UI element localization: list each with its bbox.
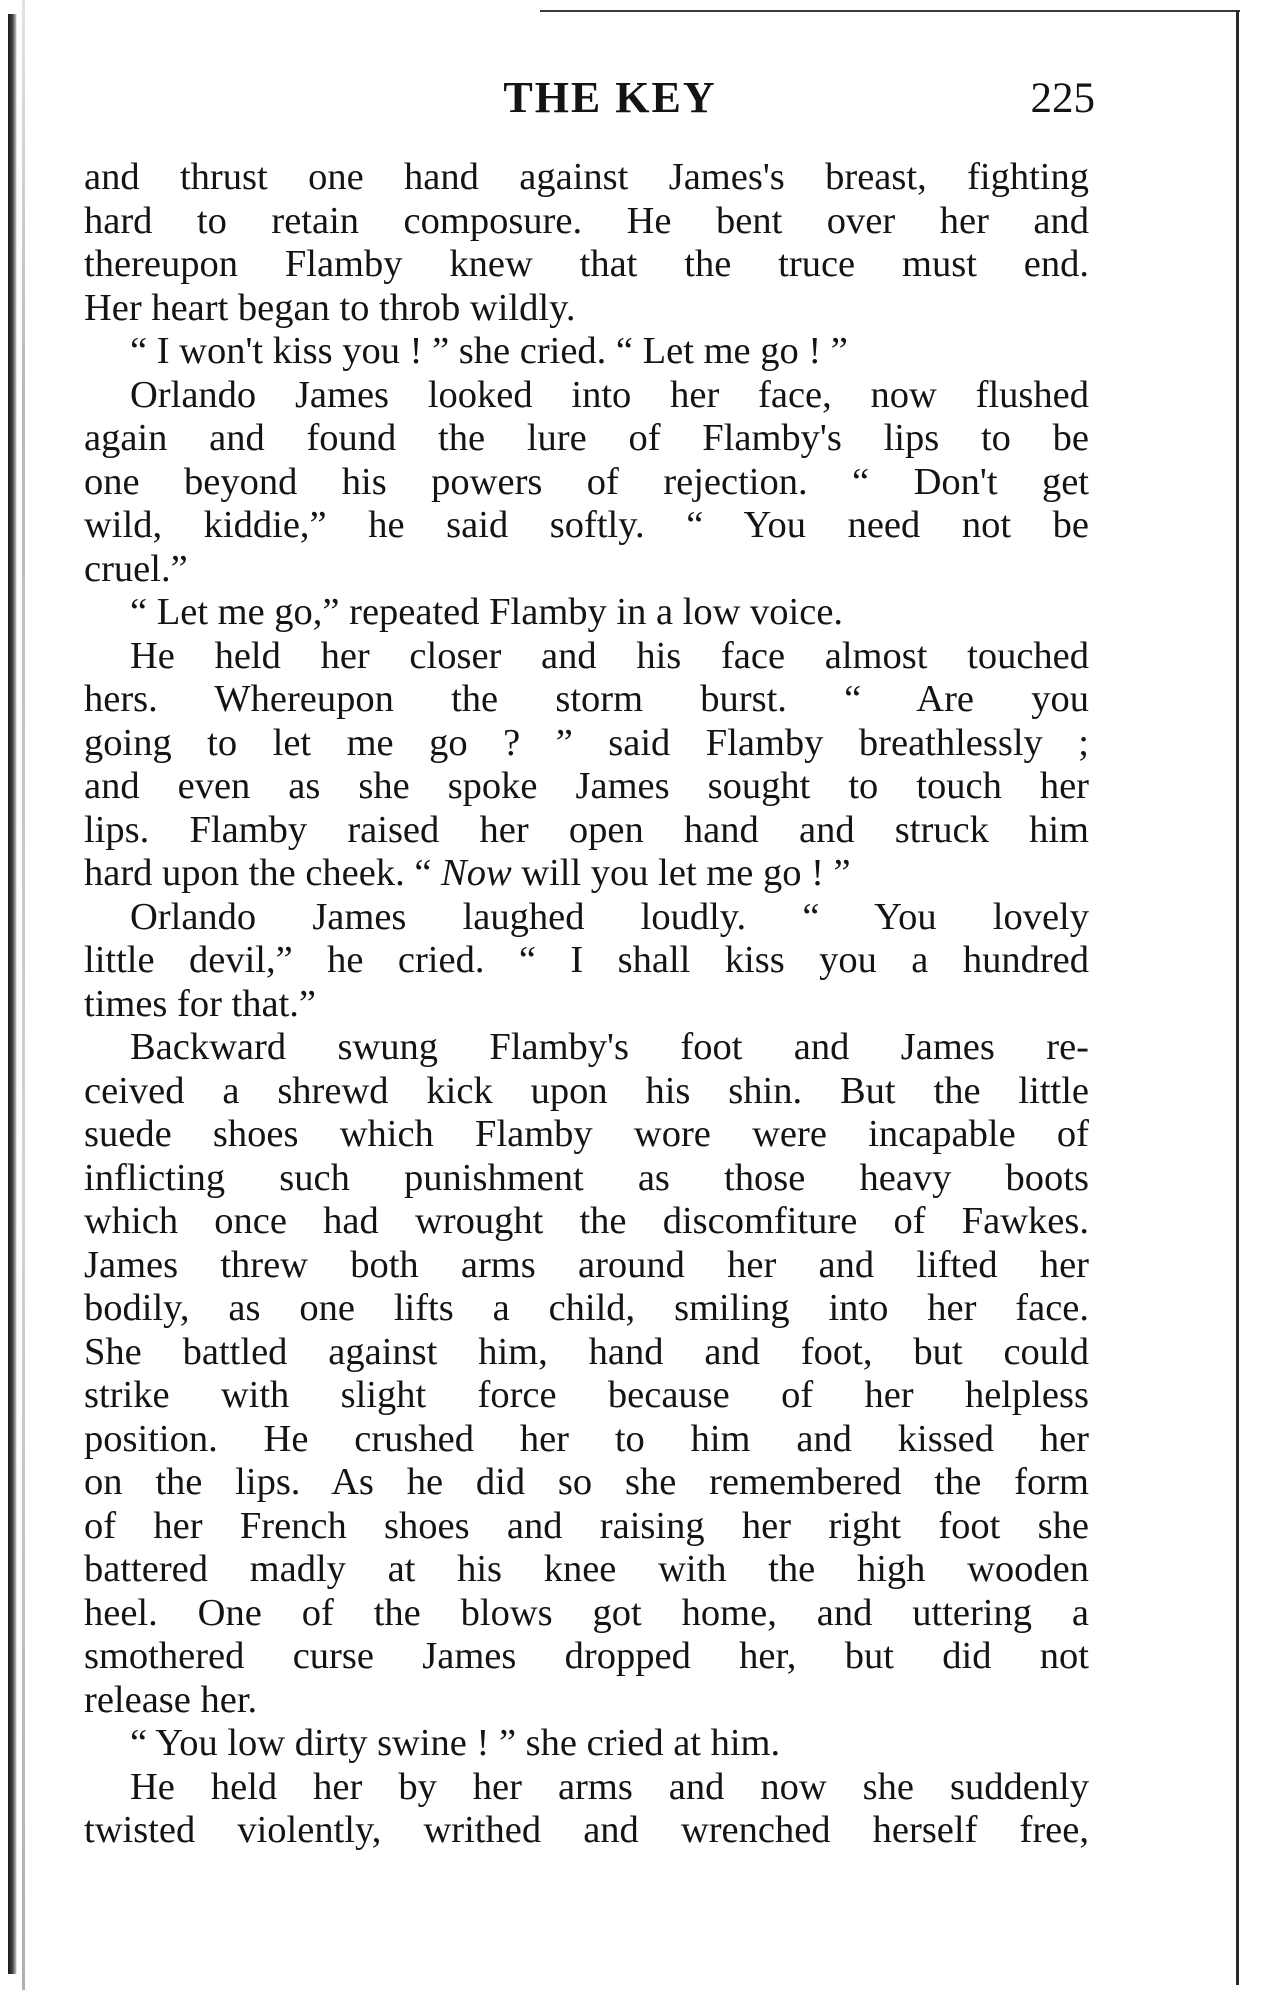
scan-right-edge	[1236, 10, 1239, 1985]
text-line: “ I won't kiss you ! ” she cried. “ Let me go ! ”	[130, 330, 848, 372]
text-line: cruel.”	[84, 547, 188, 590]
text-line: wild, kiddie,” he said softly. “ You need not be	[84, 504, 1089, 546]
running-title: THE KEY	[503, 73, 717, 122]
text-line: Her heart began to throb wildly.	[84, 286, 576, 329]
text-line: James threw both arms around her and lifted her	[84, 1243, 1089, 1286]
text-line: He held her by her arms and now she suddenly	[130, 1765, 1089, 1808]
text-line: position. He crushed her to him and kissed her	[84, 1417, 1089, 1460]
text-line: on the lips. As he did so she remembered the form	[84, 1461, 1089, 1503]
text-line: one beyond his powers of rejection. “ Don't get	[84, 460, 1089, 503]
text-line: hard to retain composure. He bent over her and	[84, 199, 1089, 242]
binding-shadow	[22, 0, 25, 1990]
text-line: little devil,” he cried. “ I shall kiss you a hundred	[84, 939, 1089, 981]
text-line: strike with slight force because of her helpless	[84, 1374, 1089, 1416]
text-line: heel. One of the blows got home, and uttering a	[84, 1591, 1089, 1634]
text-line: hard upon the cheek. “ Now will you let me go ! ”	[84, 852, 851, 894]
text-line: hers. Whereupon the storm burst. “ Are you	[84, 678, 1089, 720]
text-line: ceived a shrewd kick upon his shin. But the little	[84, 1069, 1089, 1112]
text-line: twisted violently, writhed and wrenched herself free,	[84, 1809, 1089, 1851]
text-line: battered madly at his knee with the high wooden	[84, 1548, 1089, 1590]
text-line: inflicting such punishment as those heavy boots	[84, 1156, 1089, 1199]
text-line: times for that.”	[84, 982, 316, 1025]
text-line: which once had wrought the discomfiture of Fawkes.	[84, 1200, 1089, 1242]
body-text	[84, 156, 1089, 1853]
binding-edge	[8, 14, 17, 1974]
text-line: thereupon Flamby knew that the truce must end.	[84, 243, 1089, 285]
text-line: and even as she spoke James sought to touch her	[84, 765, 1089, 807]
text-line: Orlando James laughed loudly. “ You lovely	[130, 895, 1089, 938]
text-line: Orlando James looked into her face, now flushed	[130, 373, 1089, 416]
text-line: and thrust one hand against James's breast, fighting	[84, 156, 1089, 198]
text-line: He held her closer and his face almost touched	[130, 634, 1089, 677]
text-line: “ Let me go,” repeated Flamby in a low voice.	[130, 591, 844, 633]
text-line: She battled against him, hand and foot, but could	[84, 1330, 1089, 1373]
text-line: smothered curse James dropped her, but did not	[84, 1635, 1089, 1677]
text-line: of her French shoes and raising her right foot she	[84, 1504, 1089, 1547]
text-line: again and found the lure of Flamby's lips to be	[84, 417, 1089, 459]
text-line: bodily, as one lifts a child, smiling into her face.	[84, 1287, 1089, 1329]
text-line: “ You low dirty swine ! ” she cried at him.	[130, 1722, 781, 1764]
text-line: going to let me go ? ” said Flamby breathlessly ;	[84, 721, 1089, 764]
scan-top-edge	[540, 10, 1240, 12]
page-header	[0, 72, 1273, 132]
text-line: Backward swung Flamby's foot and James re-	[130, 1026, 1089, 1068]
text-line: lips. Flamby raised her open hand and struck him	[84, 808, 1089, 851]
text-line: suede shoes which Flamby wore were incapable of	[84, 1113, 1089, 1155]
text-line: release her.	[84, 1678, 258, 1721]
page-number: 225	[1030, 75, 1095, 122]
